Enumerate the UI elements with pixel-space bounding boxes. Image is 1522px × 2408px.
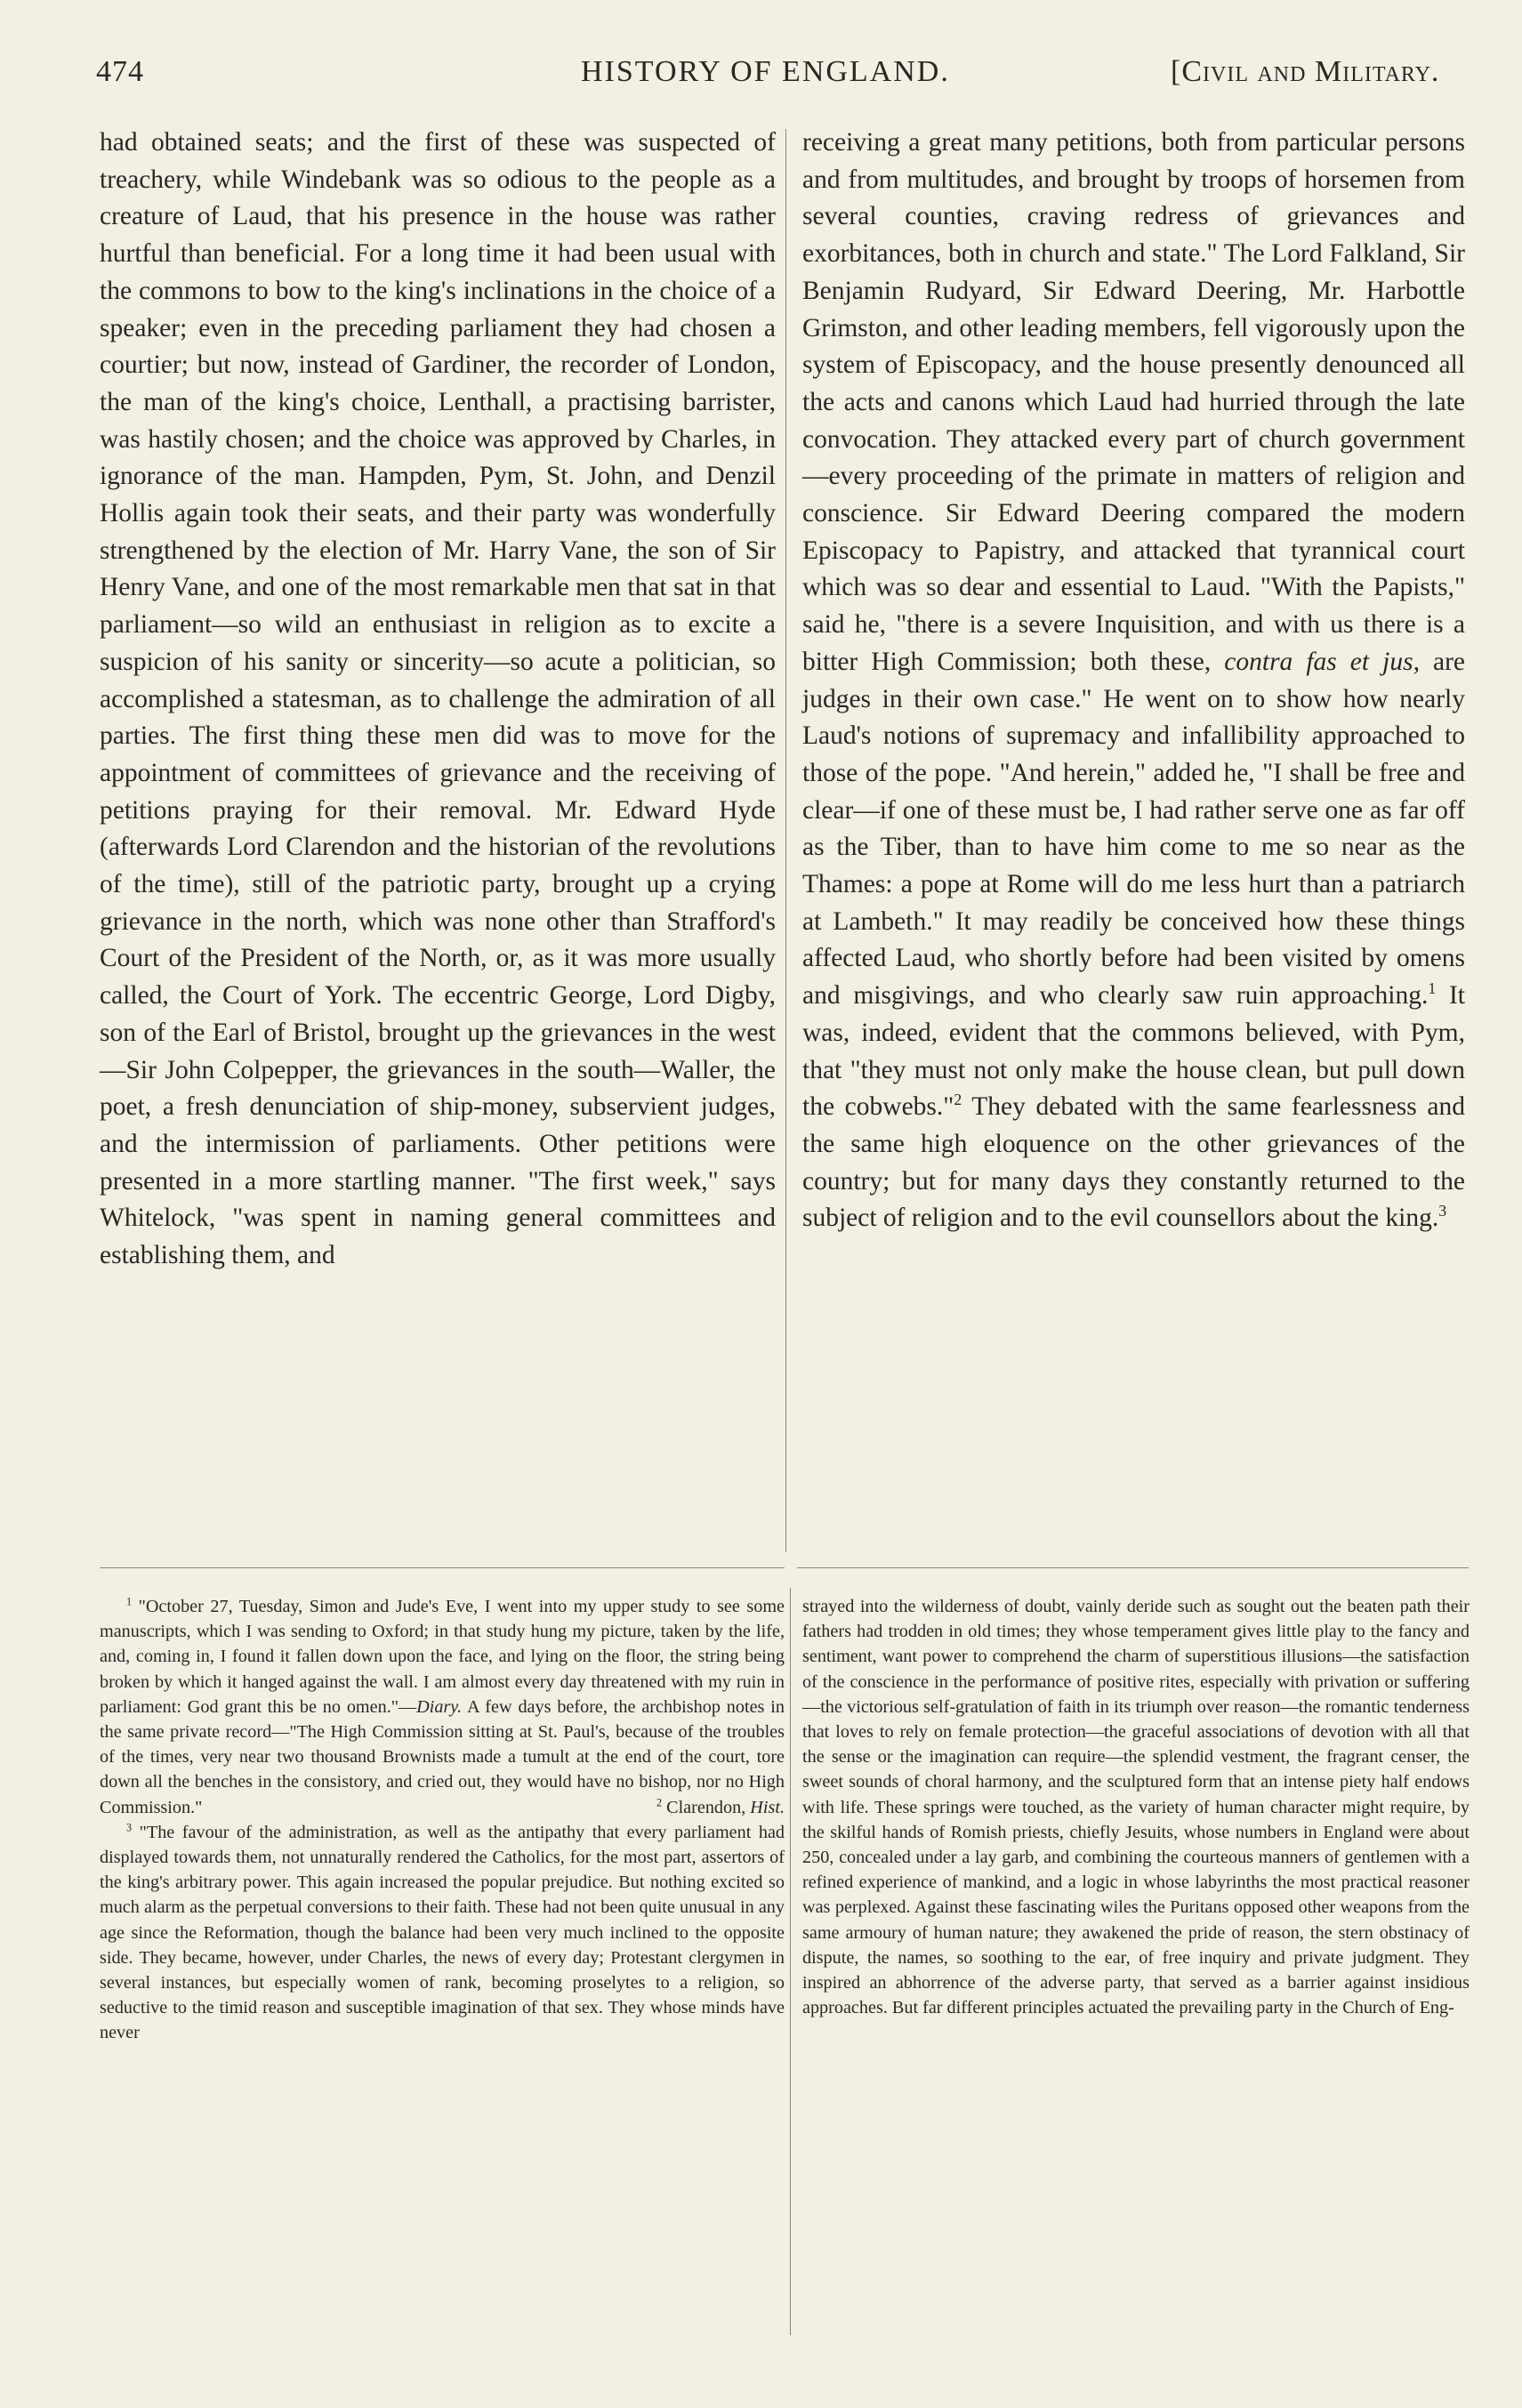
footnote-2-source: Hist. <box>750 1797 785 1817</box>
footnote-column-divider <box>790 1588 791 2335</box>
footnote-3-continued: strayed into the wilderness of doubt, vainly deride such as sought out the beaten path their fathers had trodden in old times; they whose temperament gives little play to the fancy and sentiment, want power to comprehend the charm of superstitious illusions—the satisfaction of the conscience in the performance of positive rites, especially with privation or suffering—the victorious self-gratulation of faith in its triumph over reason—the romantic tenderness that loves to rely on female protection—the graceful associations of devotion with all that the sense or the imagination can require—the splendid vestment, the fragrant censer, the sweet sounds of choral harmony, and the sculptured form that an intense piety half endows with life. These springs were touched, as the variety of human character might require, by the skilful hands of Romish priests, chiefly Jesuits, whose numbers in England were about 250, concealed under a lay garb, and combining the courteous manners of gentlemen with a refined experience of mankind, and a logic in whose labyrinths the most practical reasoner was perplexed. Against these fascinating wiles the Puritans opposed other weapons from the same armoury of human nature; they awakened the pride of reason, the stern obstinacy of dispute, the names, so soothing to the ear, of free inquiry and private judgment. They inspired an abhorrence of the adverse party, that served as a barrier against insidious approaches. But far different principles actuated the prevailing party in the Church of Eng- <box>802 1597 1470 2018</box>
footnote-2-text: Clarendon, <box>666 1797 746 1817</box>
footnote-ref-3[interactable]: 3 <box>1438 1202 1447 1220</box>
section-title: [Civil and Military. <box>1171 55 1440 88</box>
footnote-2-mark: 2 <box>656 1795 663 1808</box>
footnote-3 <box>100 1820 785 2046</box>
footnote-1-source: Diary. <box>416 1696 463 1717</box>
right-text-a: receiving a great many petitions, both from particular persons and from multitudes, and brought by troops of horsemen from several counties, craving redress of grievances and exorbitances, both in church and state." The Lord Falkland, Sir Benjamin Rudyard, Sir Edward Deering, Mr. Harbottle Grimston, and other leading members, fell vigorously upon the system of Episcopacy, and the house presently denounced all the acts and canons which Laud had hurried through the late convocation. They attacked every part of church government—every proceeding of the primate in matters of religion and conscience. Sir Edward Deering compared the modern Episcopacy to Papistry, and attacked that tyrannical court which was so dear and essential to Laud. "With the Papists," said he, "there is a severe Inquisition, and with us there is a bitter High Commission; both these, <box>802 128 1465 676</box>
right-text-b: are judges in their own case." He went on to show how nearly Laud's notions of supremacy and infallibility approached to those of the pope. "And herein," added he, "I shall be free and clear—if one of these must be, I had rather serve one as far off as the Tiber, than to have him come to me so near as the Thames: a pope at Rome will do me less hurt than a patriarch at Lambeth." It may readily be conceived how these things affected Laud, who shortly before had been visited by omens and misgivings, and who clearly saw ruin approaching. <box>802 647 1466 1011</box>
footnote-rule-left <box>100 1567 785 1568</box>
page-number: 474 <box>96 55 144 88</box>
footnote-2 <box>630 1795 785 1820</box>
footnotes-right <box>802 1594 1470 2020</box>
right-column-paragraph <box>802 125 1465 1237</box>
footnote-1-text: "October 27, Tuesday, Simon and Jude's Eve, I went into my upper study to see some manuscripts, which I was sending to Oxford; in that study hung my picture, taken by the life, and, coming in, I found it fallen down upon the face, and lying on the floor, the string being broken by which it hanged against the wall. I am almost every day threatened with my ruin in parliament: God grant this be no omen."— <box>100 1597 785 1717</box>
footnote-3-text: "The favour of the administration, as well as the antipathy that every parliament had displayed towards them, not unnaturally rendered the Catholics, for the most part, assertors of the king's arbitrary power. This again increased the popular prejudice. But nothing excited so much alarm as the perpetual conversions to their faith. These had not been quite unusual in any age since the Reformation, though the balance had been very much inclined to the opposite side. They became, however, under Charles, the news of every day; Protestant clergymen in several instances, but especially women of rank, becoming proselytes to a religion, so seductive to the timid reason and susceptible imagination of that sex. They whose minds have never <box>100 1822 785 2043</box>
footnote-ref-1[interactable]: 1 <box>1428 979 1437 998</box>
right-column <box>802 125 1465 1237</box>
footnote-3-mark: 3 <box>126 1821 133 1834</box>
right-text-d: They debated with the same fearlessness and the same high eloquence on the other grievances of the country; but for many days they constantly returned to the subject of religion and to the evil counsellors about the king. <box>802 1092 1465 1233</box>
running-header <box>96 55 1469 100</box>
right-text-c: It was, indeed, evident that the commons believed, with Pym, that "they must not only make the house clean, but pull down the cobwebs." <box>802 981 1465 1122</box>
footnote-1-text-b: A few days before, the archbishop notes in the same private record—"The High Commission sitting at St. Paul's, because of the troubles of the times, very near two thousand Brownists made a tumult at the end of the court, tore down all the benches in the consistory, and cried out, they would have no bishop, nor no High Commission." <box>100 1696 785 1817</box>
footnote-rule-right <box>797 1567 1469 1568</box>
footnotes-left <box>100 1594 785 2046</box>
column-divider <box>785 129 786 1552</box>
running-title: HISTORY OF ENGLAND. <box>581 55 950 88</box>
left-column <box>100 125 776 1275</box>
footnote-ref-2[interactable]: 2 <box>954 1091 962 1109</box>
latin-phrase: contra fas et jus, <box>1224 647 1420 676</box>
footnote-1 <box>100 1594 785 1820</box>
footnote-1-mark: 1 <box>126 1595 133 1608</box>
left-column-text: had obtained seats; and the first of these was suspected of treachery, while Windebank was so odious to the people as a creature of Laud, that his presence in the house was rather hurtful than beneficial. For a long time it had been usual with the commons to bow to the king's inclinations in the choice of a speaker; even in the preceding parliament they had chosen a courtier; but now, instead of Gardiner, the recorder of London, the man of the king's choice, Lenthall, a practising barrister, was hastily chosen; and the choice was approved by Charles, in ignorance of the man. Hampden, Pym, St. John, and Denzil Hollis again took their seats, and their party was wonderfully strengthened by the election of Mr. Harry Vane, the son of Sir Henry Vane, and one of the most remarkable men that sat in that parliament—so wild an enthusiast in religion as to excite a suspicion of his sanity or sincerity—so acute a politician, so accomplished a statesman, as to challenge the admiration of all parties. The first thing these men did was to move for the appointment of committees of grievance and the receiving of petitions praying for their removal. Mr. Edward Hyde (afterwards Lord Clarendon and the historian of the revolutions of the time), still of the patriotic party, brought up a crying grievance in the north, which was none other than Strafford's Court of the President of the North, or, as it was more usually called, the Court of York. The eccentric George, Lord Digby, son of the Earl of Bristol, brought up the grievances in the west—Sir John Colpepper, the grievances in the south—Waller, the poet, a fresh denunciation of ship-money, subservient judges, and the intermission of parliaments. Other petitions were presented in a more startling manner. "The first week," says Whitelock, "was spent in naming general committees and establishing them, and <box>100 128 776 1270</box>
